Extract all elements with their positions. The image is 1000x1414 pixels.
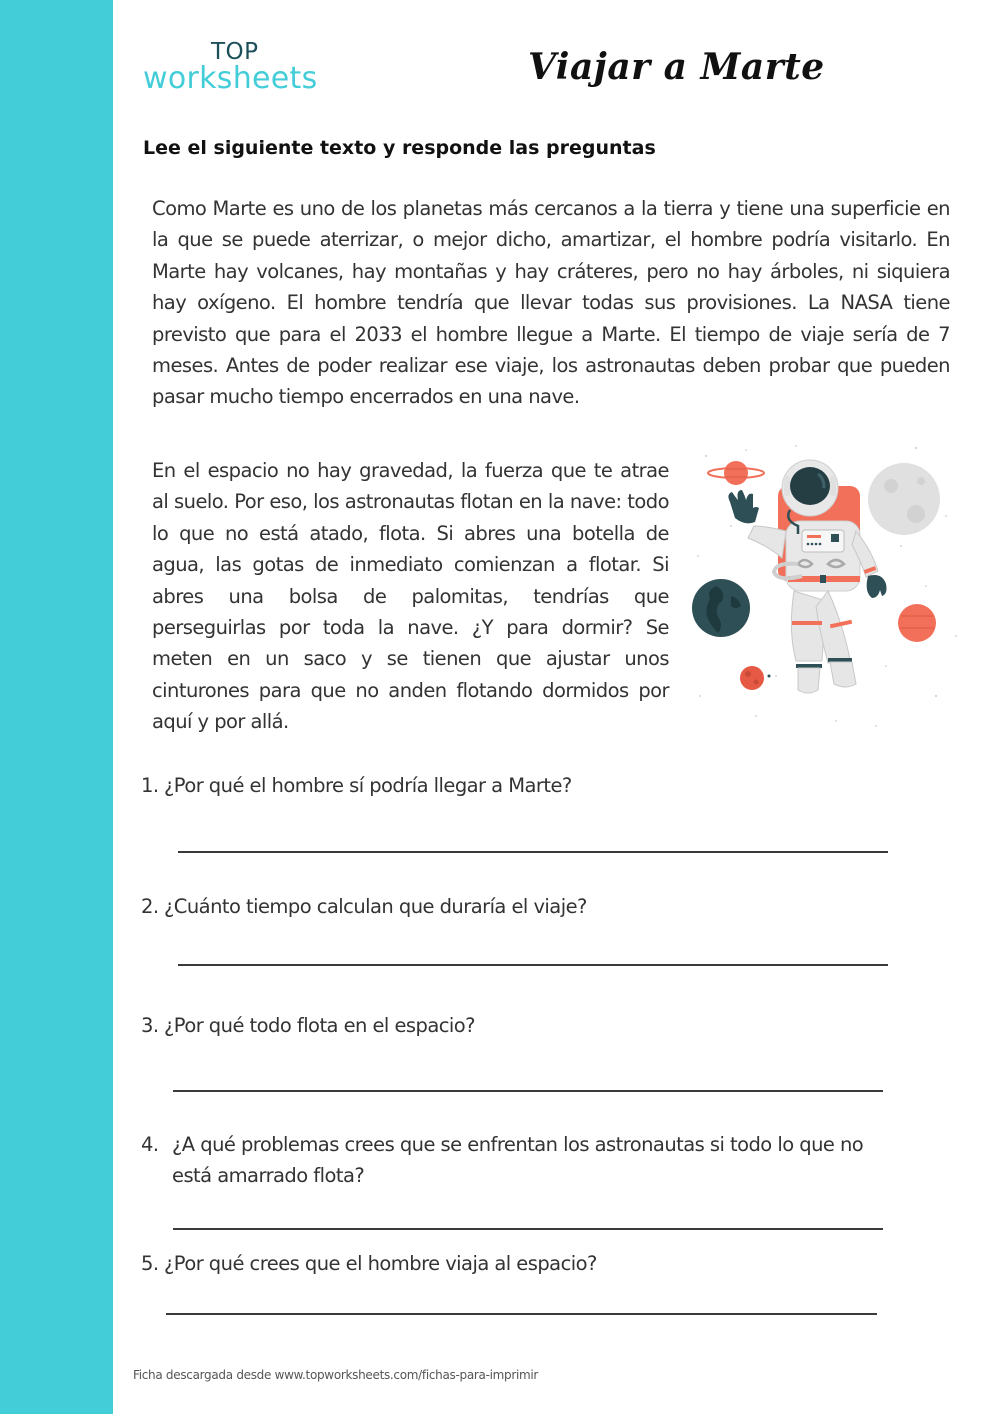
question-number: 2. [141,895,159,918]
answer-line-2[interactable] [178,964,888,966]
question-text: ¿Por qué el hombre sí podría llegar a Marte? [164,774,572,797]
question-number: 4. [141,1133,159,1156]
moon-icon [868,463,940,535]
question-number: 5. [141,1252,159,1275]
logo-top-text: TOP [211,39,259,65]
question-number: 1. [141,774,159,797]
question-text: ¿Por qué todo flota en el espacio? [164,1014,475,1037]
question-4 [141,1129,931,1195]
worksheet-title: Viajar a Marte [528,46,825,88]
reading-paragraph-2: En el espacio no hay gravedad, la fuerza que te atrae al suelo. Por eso, los astronautas flotan en la nave: todo lo que no está atado, flota. Si abres una botella de agua, las gotas de inmediato comienzan a flotar. Si abres una bolsa de palomitas, tendrías que perseguirlas por toda la nave. ¿Y para dormir? Se meten en un saco y se tienen que ajustar unos cinturones para que no anden flotando dormidos por aquí y por allá. [152,459,669,734]
reading-paragraph-1: Como Marte es uno de los planetas más cercanos a la tierra y tiene una superficie en la que se puede aterrizar, o mejor dicho, amartizar, el hombre podría visitarlo. En Marte hay volcanes, hay montañas y hay cráteres, pero no hay árboles, ni siquiera hay oxígeno. El hombre tendría que llevar todas sus provisiones. La NASA tiene previsto que para el 2033 el hombre llegue a Marte. El tiempo de viaje sería de 7 meses. Antes de poder realizar ese viaje, los astronautas deben probar que pueden pasar mucho tiempo encerrados en una nave. [152,197,950,409]
answer-line-4[interactable] [173,1228,883,1230]
question-number: 3. [141,1014,159,1037]
question-text-line-2: está amarrado flota? [172,1164,365,1187]
earth-icon [692,579,750,637]
instructions-heading: Lee el siguiente texto y responde las preguntas [143,137,656,159]
astronaut-illustration [686,436,966,736]
answer-line-3[interactable] [173,1090,883,1092]
astronaut-icon [728,460,886,693]
question-text: ¿Por qué crees que el hombre viaja al espacio? [164,1252,597,1275]
logo-bottom-text: worksheets [143,61,318,96]
question-text: ¿A qué problemas crees que se enfrentan los astronautas si todo lo que no [172,1133,864,1156]
question-3 [141,1010,921,1044]
question-text: ¿Cuánto tiempo calculan que duraría el viaje? [164,895,587,918]
question-1 [141,770,921,804]
mars-icon [740,666,771,690]
answer-line-1[interactable] [178,851,888,853]
ringed-planet-icon [708,461,764,485]
red-planet-icon [898,604,936,642]
side-color-bar [0,0,113,1414]
question-5 [141,1248,921,1282]
footer-source-text: Ficha descargada desde www.topworksheets.com/fichas-para-imprimir [133,1368,539,1382]
question-2 [141,891,921,925]
answer-line-5[interactable] [166,1313,877,1315]
